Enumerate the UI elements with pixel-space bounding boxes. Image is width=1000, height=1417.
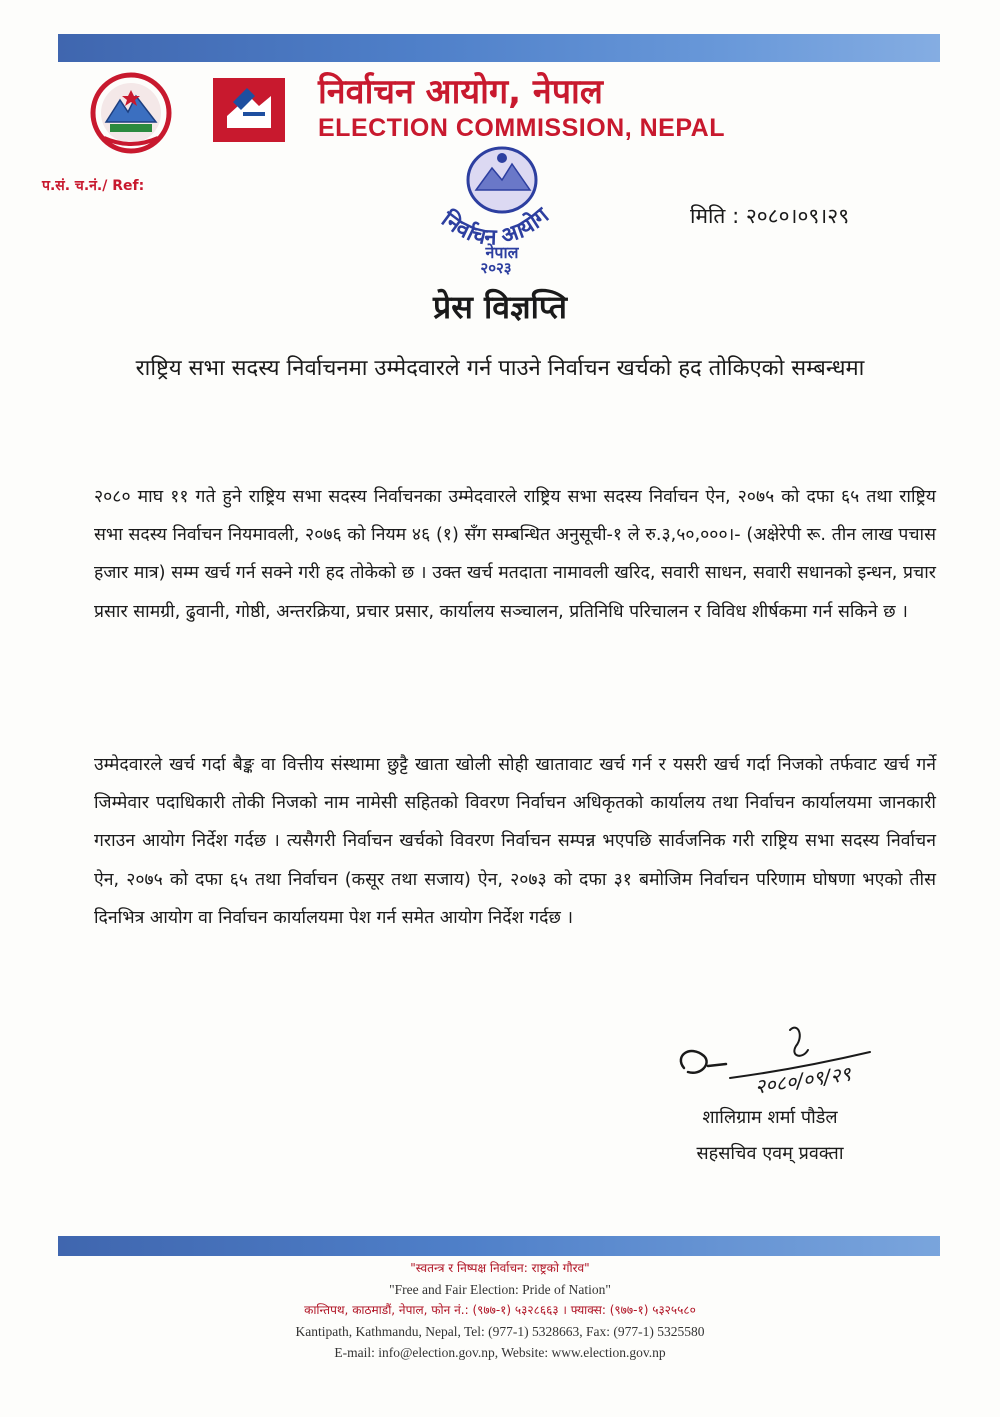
seal-arc-text: निर्वाचन आयोग [436,203,554,251]
footer-slogan-english: "Free and Fair Election: Pride of Nation" [389,1282,611,1297]
header-banner [58,34,940,62]
org-name-english: ELECTION COMMISSION, NEPAL [318,114,725,142]
signatory-designation: सहसचिव एवम् प्रवक्ता [696,1143,844,1164]
signatory-block [600,1100,940,1172]
ref-label: प.सं. च.नं./ Ref: [42,178,145,194]
body-paragraph-2: उम्मेदवारले खर्च गर्दा बैङ्क वा वित्तीय संस्थामा छुट्टै खाता खोली सोही खातावाट खर्च गर्न र यसरी खर्च गर्दा निजको तर्फवाट खर्च गर्ने जिम्मेवार पदाधिकारी तोकी निजको नाम नामेसी सहितको विवरण निर्वाचन अधिकृतको कार्यालय तथा निर्वाचन कार्यालयमा जानकारी गराउन आयोग निर्देश गर्दछ । त्यसैगरी निर्वाचन खर्चको विवरण निर्वाचन सम्पन्न भएपछि सार्वजनिक गरी राष्ट्रिय सभा सदस्य निर्वाचन ऐन, २०७५ को दफा ६५ तथा निर्वाचन (कसूर तथा सजाय) ऐन, २०७३ को दफा ३१ बमोजिम निर्वाचन परिणाम घोषणा भएको तीस दिनभित्र आयोग वा निर्वाचन कार्यालयमा पेश गर्न समेत आयोग निर्देश गर्दछ । [94,755,936,928]
handwritten-signature [670,1016,920,1100]
subject-line: राष्ट्रिय सभा सदस्य निर्वाचनमा उम्मेदवारले गर्न पाउने निर्वाचन खर्चको हद तोकिएको सम्बन्धमा [135,356,865,381]
body-paragraph-1: २०८० माघ ११ गते हुने राष्ट्रिय सभा सदस्य निर्वाचनका उम्मेदवारले राष्ट्रिय सभा सदस्य निर्वाचन ऐन, २०७५ को दफा ६५ तथा राष्ट्रिय सभा सदस्य निर्वाचन नियमावली, २०७६ को नियम ४६ (१) सँग सम्बन्धित अनुसूची-१ ले रु.३,५०,०००।- (अक्षेरेपी रू. तीन लाख पचास हजार मात्र) सम्म खर्च गर्न सक्ने गरी हद तोकेको छ । उक्त खर्च मतदाता नामावली खरिद, सवारी साधन, सवारी सधानको इन्धन, प्रचार प्रसार सामग्री, ढुवानी, गोष्ठी, अन्तरक्रिया, प्रचार प्रसार, कार्यालय सञ्चालन, प्रतिनिधि परिचालन र विविध शीर्षकमा गर्न सकिने छ । [94,487,936,622]
signature-date-text: २०८०/०९/२९ [753,1061,853,1099]
footer-contact: E-mail: info@election.gov.np, Website: www.election.gov.np [334,1345,666,1360]
footer-banner [58,1236,940,1256]
footer-address-english: Kantipath, Kathmandu, Nepal, Tel: (977-1) 5328663, Fax: (977-1) 5325580 [295,1324,705,1339]
ballot-box-logo-icon [213,78,285,142]
footer [0,1258,1000,1363]
signatory-name: शालिग्राम शर्मा पौडेल [702,1107,838,1128]
seal-place-text: नेपाल [485,243,519,262]
org-name-nepali: निर्वाचन आयोग, नेपाल [318,72,603,112]
seal-year-text: २०२३ [480,259,512,277]
page-title: प्रेस विज्ञप्ति [433,288,567,326]
footer-address-nepali: कान्तिपथ, काठमाडौं, नेपाल, फोन नं.: (९७७-१) ५३२८६६३ । फ्याक्स: (९७७-१) ५३२५५८० [304,1303,696,1317]
nepal-emblem-icon [88,70,174,156]
footer-slogan-nepali: "स्वतन्त्र र निष्पक्ष निर्वाचन: राष्ट्रको गौरव" [410,1261,590,1275]
issue-date: मिति : २०८०।०९।२९ [690,204,850,228]
